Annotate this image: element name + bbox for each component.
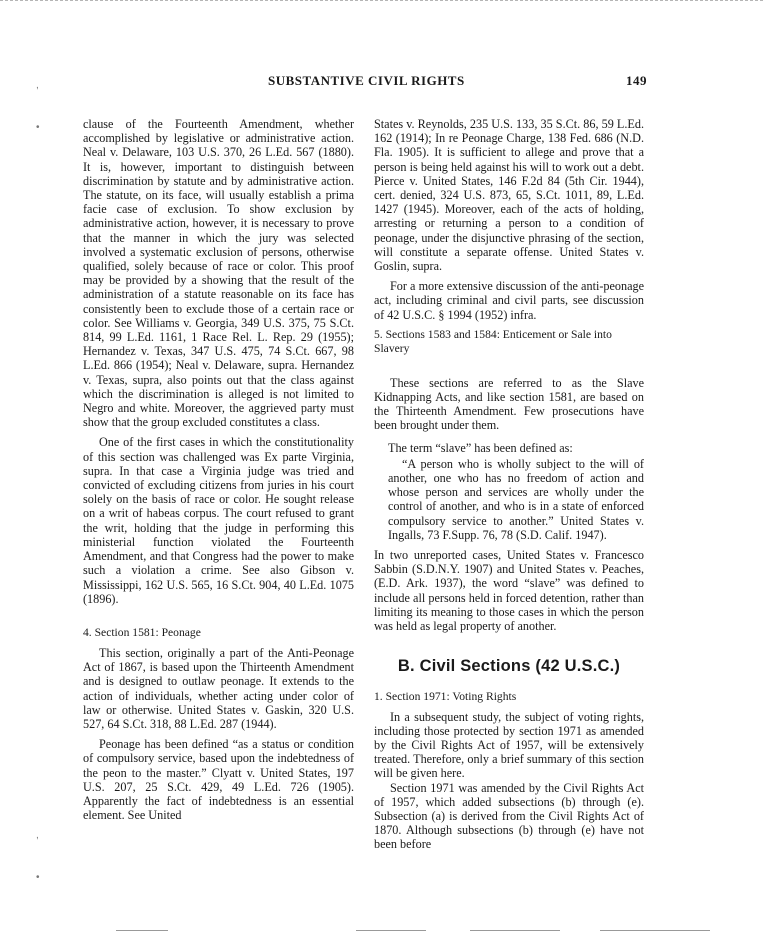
part-heading: B. Civil Sections (42 U.S.C.) <box>397 657 621 676</box>
page-number: 149 <box>626 73 647 88</box>
paragraph: States v. Reynolds, 235 U.S. 133, 35 S.Ct. 86, 59 L.Ed. 162 (1914); In re Peonage Charge, 138 Fed. 686 (N.D. Fla. 1905). It is sufficient to allege and prove that a person is being held against his will to work out a debt. Pierce v. United States, 146 F.2d 84 (5th Cir. 1944), cert. denied, 324 U.S. 873, 65, S.Ct. 1011, 89, L.Ed. 1427 (1945). Moreover, each of the acts of holding, arresting or returning a person to a condition of peonage, under the disjunctive phrasing of the section, will constitute a separate offense. United States v. Goslin, supra. <box>374 117 644 274</box>
scan-mark: • <box>36 872 40 883</box>
paragraph: This section, originally a part of the Anti-Peonage Act of 1867, is based upon the Thirteenth Amendment and is designed to outlaw peonage. It extends to the action of individuals, whether acting under color of law or otherwise. United States v. Gaskin, 320 U.S. 527, 64 S.Ct. 318, 88 L.Ed. 287 (1944). <box>83 645 354 731</box>
paragraph: Peonage has been defined “as a status or condition of compulsory service, based upon the indebtedness of the peon to the master.” Clyatt v. United States, 197 U.S. 207, 25 S.Ct. 429, 49 L.Ed. 726 (1905). Apparently the fact of indebtedness is an essential element. See United <box>83 737 354 823</box>
left-column <box>83 117 354 822</box>
right-column <box>374 117 644 852</box>
running-title: SUBSTANTIVE CIVIL RIGHTS <box>268 73 465 88</box>
scan-mark: • <box>36 122 40 133</box>
block-quote: “A person who is wholly subject to the will of another, one who has no freedom of action and whose person and services are wholly under the control of another, and who is in a state of enforced compulsory service to another.” United States v. Ingalls, 73 F.Supp. 76, 78 (S.D. Calif. 1947). <box>388 456 644 542</box>
paragraph: These sections are referred to as the Slave Kidnapping Acts, and like section 1581, are based on the Thirteenth Amendment. Few prosecutions have been brought under them. <box>374 375 644 433</box>
section-heading: 4. Section 1581: Peonage <box>83 625 201 639</box>
scan-mark: , <box>36 830 39 841</box>
scan-rule <box>356 930 426 931</box>
paragraph: In two unreported cases, United States v. Francesco Sabbin (S.D.N.Y. 1907) and United States v. Peaches, (E.D. Ark. 1937), the word “slave” was defined to include all persons held in forced detention, rather than limiting its meaning to those cases in which the person was held as legal property of another. <box>374 548 644 634</box>
section-heading: 1. Section 1971: Voting Rights <box>374 689 517 703</box>
paragraph: In a subsequent study, the subject of voting rights, including those protected by section 1971 as amended by the Civil Rights Act of 1957, will be extensively treated. Therefore, only a brief summary of this section will be given here. <box>374 709 644 781</box>
scan-rule <box>470 930 560 931</box>
paragraph: One of the first cases in which the constitutionality of this section was challenged was Ex parte Virginia, supra. In that case a Virginia judge was tried and convicted of excluding citizens from juries in his court solely on the basis of race or color. He sought release on a writ of habeas corpus. The court refused to grant the writ, holding that the judge in performing this ministerial function violated the Fourteenth Amendment, and that Congress had the power to make such a violation a crime. See also Gibson v. Mississippi, 162 U.S. 565, 16 S.Ct. 904, 40 L.Ed. 1075 (1896). <box>83 435 354 606</box>
section-heading: 5. Sections 1583 and 1584: Enticement or Sale into Slavery <box>374 327 612 355</box>
paragraph: For a more extensive discussion of the anti-peonage act, including criminal and civil parts, see discussion of 42 U.S.C. § 1994 (1952) infra. <box>374 279 644 322</box>
scan-rule <box>600 930 710 931</box>
paragraph: clause of the Fourteenth Amendment, whether accomplished by legislative or administrative action. Neal v. Delaware, 103 U.S. 370, 26 L.Ed. 567 (1880). It is, however, important to distinguish between discrimination by statute and by administrative action. The statute, on its face, will usually establish a prima facie case of exclusion. To show exclusion by administrative action, however, it is necessary to prove that the manner in which the jury was selected involved a systematic exclusion of persons, otherwise qualified, solely because of race or color. This proof may be provided by a showing that the result of the administration of a statute reasonable on its face has consistently been to exclude those of a certain race or color. See Williams v. Georgia, 349 U.S. 375, 75 S.Ct. 814, 99 L.Ed. 1161, 1 Race Rel. L. Rep. 29 (1955); Hernandez v. Texas, 347 U.S. 475, 74 S.Ct. 667, 98 L.Ed. 866 (1954); Neal v. Delaware, supra. Hernandez v. Texas, supra, also points out that the class against which the discrimination is alleged is not limited to Negro and white. Moreover, the aggrieved party must show that the group excluded constitutes a class. <box>83 117 354 430</box>
quote-intro: The term “slave” has been defined as: <box>388 440 573 455</box>
scan-rule <box>116 930 168 931</box>
scan-top-edge <box>0 0 763 1</box>
paragraph: Section 1971 was amended by the Civil Rights Act of 1957, which added subsections (b) through (e). Subsection (a) is derived from the Civil Rights Act of 1870. Although subsections (b) through (e) have not been before <box>374 780 644 852</box>
scan-mark: , <box>36 80 39 91</box>
